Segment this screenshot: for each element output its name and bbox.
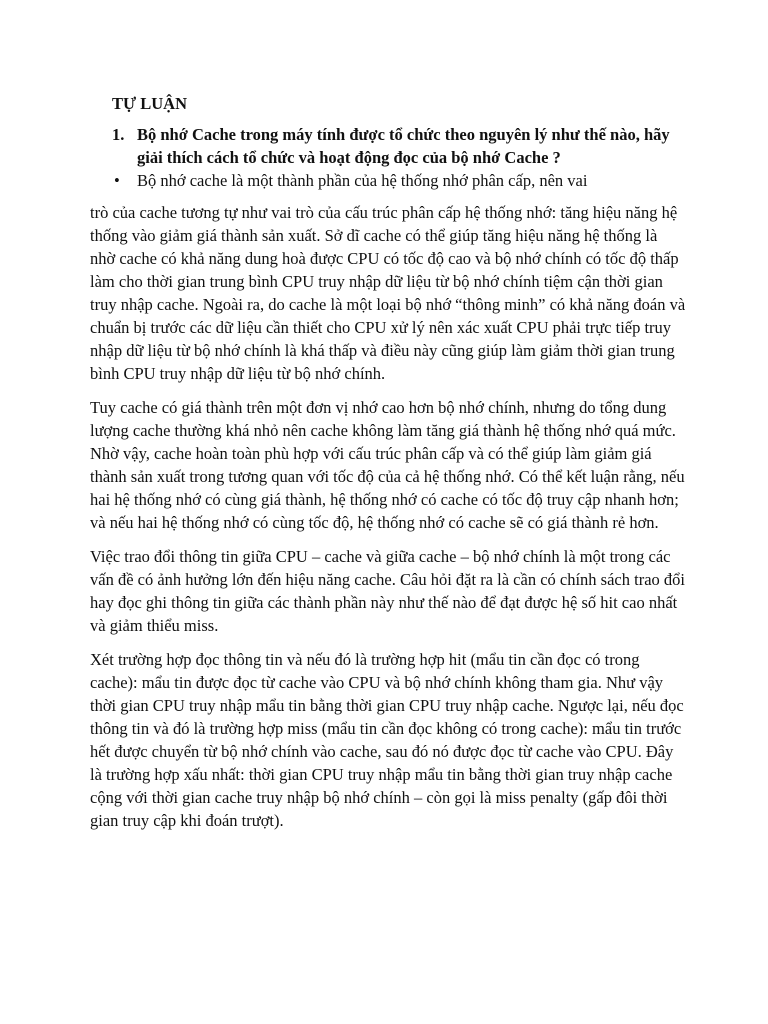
paragraph-1: trò của cache tương tự như vai trò của cấu trúc phân cấp hệ thống nhớ: tăng hiệu năng hệ thống vào giảm giá thành sản xuất. Sở dĩ cache có thể giúp tăng hiệu năng hệ thống là nhờ cache có khả năng dung hoà được CPU có tốc độ cao và bộ nhớ chính có tốc độ thấp làm cho thời gian trung bình CPU truy nhập dữ liệu từ bộ nhớ chính tiệm cận thời gian truy nhập cache. Ngoài ra, do cache là một loại bộ nhớ “thông minh” có khả năng đoán và chuẩn bị trước các dữ liệu cần thiết cho CPU xử lý nên xác xuất CPU phải trực tiếp truy nhập dữ liệu từ bộ nhớ chính là khá thấp và điều này cũng giúp làm giảm thời gian trung bình CPU truy nhập dữ liệu từ bộ nhớ chính. <box>90 203 686 383</box>
question-number: 1. <box>112 125 125 144</box>
bullet-text: Bộ nhớ cache là một thành phần của hệ thống nhớ phân cấp, nên vai <box>137 171 588 190</box>
bullet-item <box>112 169 686 192</box>
paragraph-3: Việc trao đổi thông tin giữa CPU – cache và giữa cache – bộ nhớ chính là một trong các vấn đề có ảnh hưởng lớn đến hiệu năng cache. Câu hỏi đặt ra là cần có chính sách trao đổi hay đọc ghi thông tin giữa các thành phần này như thế nào để đạt được hệ số hit cao nhất và giảm thiểu miss. <box>90 547 685 635</box>
question-text: Bộ nhớ Cache trong máy tính được tổ chức theo nguyên lý như thế nào, hãy giải thích cách tổ chức và hoạt động đọc của bộ nhớ Cache ? <box>137 125 670 167</box>
paragraph-2: Tuy cache có giá thành trên một đơn vị nhớ cao hơn bộ nhớ chính, nhưng do tổng dung lượng cache thường khá nhỏ nên cache không làm tăng giá thành hệ thống nhớ quá mức. Nhờ vậy, cache hoàn toàn phù hợp với cấu trúc phân cấp và có thể giúp làm giảm giá thành sản xuất trong tương quan với tốc độ của cả hệ thống nhớ. Có thể kết luận rằng, nếu hai hệ thống nhớ có cùng giá thành, hệ thống nhớ có cache có tốc độ truy cập nhanh hơn; và nếu hai hệ thống nhớ có cùng tốc độ, hệ thống nhớ có cache sẽ có giá thành rẻ hơn. <box>90 398 685 532</box>
bullet-icon: • <box>114 171 120 190</box>
paragraph-4: Xét trường hợp đọc thông tin và nếu đó là trường hợp hit (mẩu tin cần đọc có trong cache): mẩu tin được đọc từ cache vào CPU và bộ nhớ chính không tham gia. Như vậy thời gian CPU truy nhập mẩu tin bằng thời gian CPU truy nhập cache. Ngược lại, nếu đọc thông tin và đó là trường hợp miss (mẩu tin cần đọc không có trong cache): mẩu tin trước hết được chuyển từ bộ nhớ chính vào cache, sau đó nó được đọc từ cache vào CPU. Đây là trường hợp xấu nhất: thời gian CPU truy nhập mẩu tin bằng thời gian truy nhập cache cộng với thời gian cache truy nhập bộ nhớ chính – còn gọi là miss penalty (gấp đôi thời gian truy cập khi đoán trượt). <box>90 650 684 830</box>
question-item <box>112 123 686 169</box>
section-heading: TỰ LUẬN <box>112 94 188 113</box>
